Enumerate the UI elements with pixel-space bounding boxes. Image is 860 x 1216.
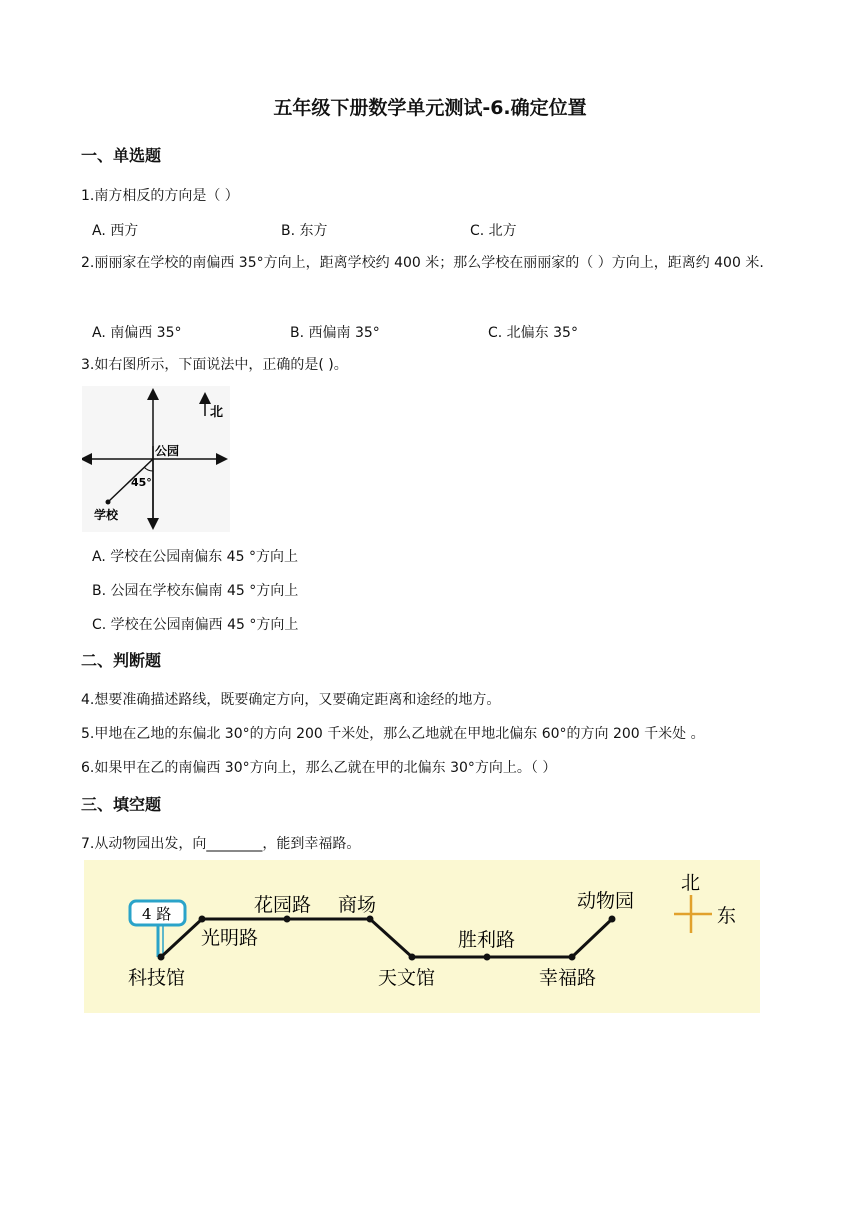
q3-option-b[interactable]: B. 公园在学校东偏南 45 °方向上 <box>92 583 299 599</box>
bus-sign-label: 4 路 <box>142 905 172 923</box>
school-label: 学校 <box>94 508 119 522</box>
q3-option-a[interactable]: A. 学校在公园南偏东 45 °方向上 <box>92 549 298 565</box>
north-label: 北 <box>210 405 224 420</box>
stop-tianwen: 天文馆 <box>378 967 436 989</box>
stop-shengli: 胜利路 <box>458 929 516 951</box>
question-3: 3.如右图所示，下面说法中，正确的是( )。 <box>81 357 348 373</box>
park-label: 公园 <box>155 444 180 458</box>
question-4: 4.想要准确描述路线，既要确定方向，又要确定距离和途经的地方。 <box>81 692 501 708</box>
q1-option-c[interactable]: C. 北方 <box>470 223 517 239</box>
question-6: 6.如果甲在乙的南偏西 30°方向上，那么乙就在甲的北偏东 30°方向上。（ ） <box>81 760 557 776</box>
q2-option-b[interactable]: B. 西偏南 35° <box>290 325 380 341</box>
q2-option-c[interactable]: C. 北偏东 35° <box>488 325 578 341</box>
stop-huayuan: 花园路 <box>254 894 312 916</box>
compass-east: 东 <box>717 905 737 927</box>
question-2: 2.丽丽家在学校的南偏西 35°方向上，距离学校约 400 米；那么学校在丽丽家的（ ）方向上，距离约 400 米. <box>81 255 764 271</box>
stop-keji: 科技馆 <box>128 967 186 989</box>
q3-direction-figure <box>82 386 230 532</box>
question-5: 5.甲地在乙地的东偏北 30°的方向 200 千米处，那么乙地就在甲地北偏东 60°的方向 200 千米处 。 <box>81 726 705 742</box>
stop-shangchang: 商场 <box>338 894 377 916</box>
q7-route-map <box>84 860 760 1013</box>
section-heading-single-choice: 一、单选题 <box>81 146 162 165</box>
stop-xingfu: 幸福路 <box>539 967 597 989</box>
question-1: 1.南方相反的方向是（ ） <box>81 188 239 204</box>
section-heading-true-false: 二、判断题 <box>81 651 162 670</box>
q1-option-a[interactable]: A. 西方 <box>92 223 139 239</box>
q3-option-c[interactable]: C. 学校在公园南偏西 45 °方向上 <box>92 617 299 633</box>
page-title: 五年级下册数学单元测试-6.确定位置 <box>273 97 587 119</box>
q1-option-b[interactable]: B. 东方 <box>281 223 328 239</box>
compass-north: 北 <box>681 872 701 894</box>
stop-guangming: 光明路 <box>201 927 259 949</box>
question-7: 7.从动物园出发，向________，能到幸福路。 <box>81 836 361 852</box>
q2-option-a[interactable]: A. 南偏西 35° <box>92 325 182 341</box>
section-heading-fill-blank: 三、填空题 <box>81 795 162 814</box>
stop-dongwu: 动物园 <box>577 890 635 912</box>
angle-label: 45° <box>131 476 152 489</box>
school-point <box>106 500 111 505</box>
